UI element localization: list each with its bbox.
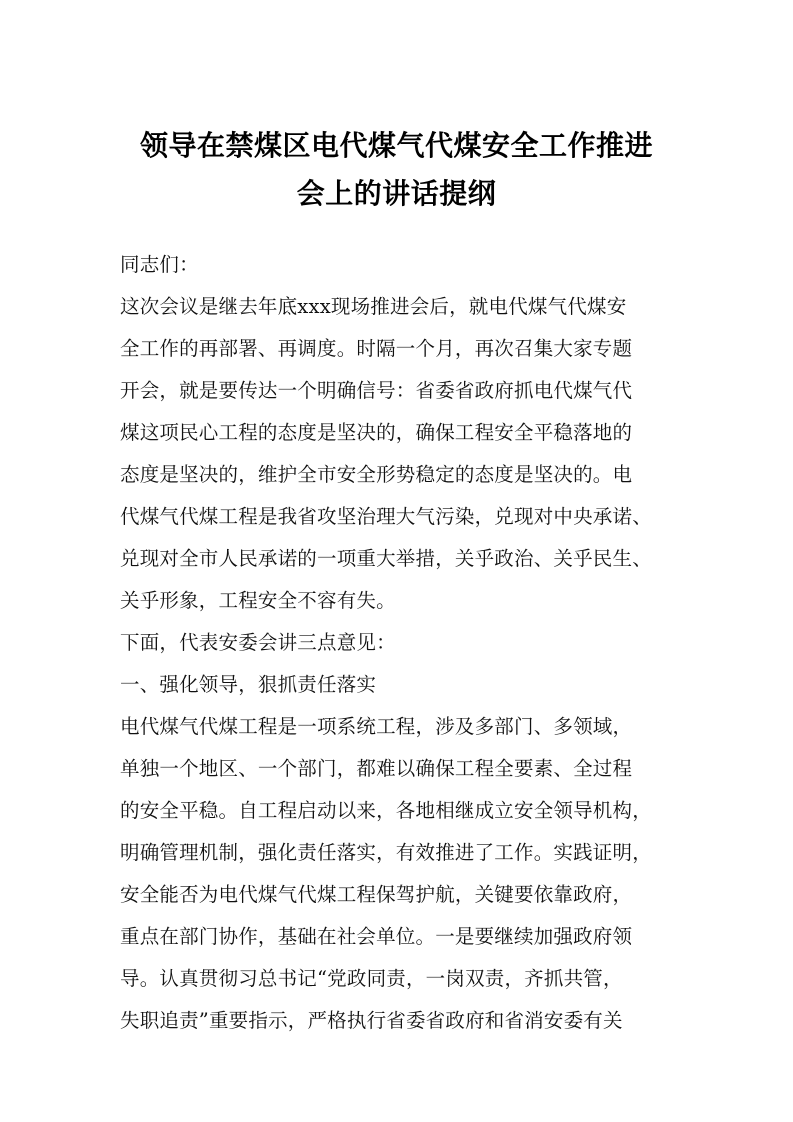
paragraph-line: 代煤气代煤工程是我省攻坚治理大气污染，兑现对中央承诺、 xyxy=(120,505,652,528)
document-title-line-2: 会上的讲话提纲 xyxy=(296,177,497,210)
paragraph-line: 重点在部门协作，基础在社会单位。一是要继续加强政府领 xyxy=(120,925,633,948)
paragraph-line: 失职追责”重要指示，严格执行省委省政府和省消安委有关 xyxy=(120,1009,623,1032)
paragraph-line: 煤这项民心工程的态度是坚决的，确保工程安全平稳落地的 xyxy=(120,421,633,444)
section-heading: 一、强化领导，狠抓责任落实 xyxy=(120,673,377,696)
paragraph-line: 这次会议是继去年底xxx现场推进会后，就电代煤气代煤安 xyxy=(120,295,627,318)
paragraph-line: 兑现对全市人民承诺的一项重大举措，关乎政治、关乎民生、 xyxy=(120,547,652,570)
intro-line: 下面，代表安委会讲三点意见： xyxy=(120,631,396,654)
paragraph-line: 态度是坚决的，维护全市安全形势稳定的态度是坚决的。电 xyxy=(120,463,633,486)
paragraph-line: 安全能否为电代煤气代煤工程保驾护航，关键要依靠政府， xyxy=(120,883,633,906)
paragraph-line: 的安全平稳。自工程启动以来，各地相继成立安全领导机构， xyxy=(120,799,652,822)
document-body xyxy=(120,244,690,1042)
paragraph-line: 导。认真贯彻习总书记“党政同责，一岗双责，齐抓共管， xyxy=(120,967,623,990)
salutation: 同志们： xyxy=(120,253,199,276)
document-title-line-1: 领导在禁煤区电代煤气代煤安全工作推进 xyxy=(139,129,653,162)
paragraph-line: 单独一个地区、一个部门，都难以确保工程全要素、全过程 xyxy=(120,757,633,780)
paragraph-line: 关乎形象，工程安全不容有失。 xyxy=(120,589,396,612)
paragraph-line: 明确管理机制，强化责任落实，有效推进了工作。实践证明， xyxy=(120,841,652,864)
paragraph-line: 全工作的再部署、再调度。时隔一个月，再次召集大家专题 xyxy=(120,337,633,360)
paragraph-line: 电代煤气代煤工程是一项系统工程，涉及多部门、多领域， xyxy=(120,715,633,738)
paragraph-line: 开会，就是要传达一个明确信号：省委省政府抓电代煤气代 xyxy=(120,379,633,402)
